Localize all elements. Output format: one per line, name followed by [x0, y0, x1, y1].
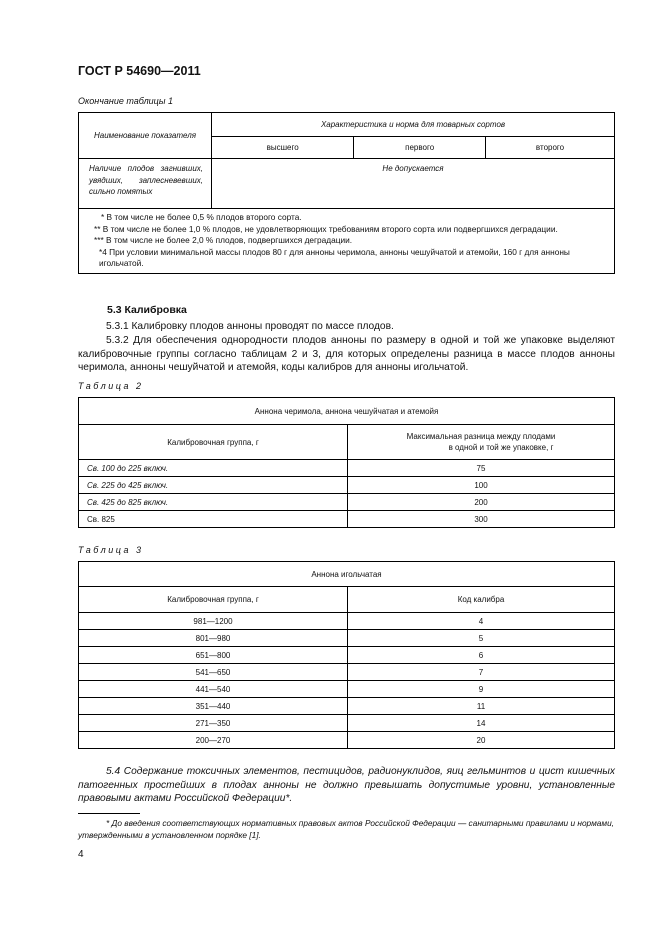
table2-row-value: 200 [348, 494, 615, 511]
table1 [78, 112, 615, 274]
table2 [78, 397, 615, 528]
footnote: * До введения соответствующих нормативных правовых актов Российской Федерации — санитарными правилами и нормами, утвержденными в установленном порядке [1]. [78, 818, 614, 840]
table3-row-group: 441—540 [79, 681, 348, 698]
table2-row-value: 100 [348, 477, 615, 494]
table3-row-code: 6 [348, 647, 615, 664]
table3-title: Аннона игольчатая [79, 562, 615, 587]
table3-row-group: 351—440 [79, 698, 348, 715]
table1-row-label: Наличие плодов загнивших, увядших, заплесневевших, сильно помятых [79, 159, 212, 209]
table3-row-code: 5 [348, 630, 615, 647]
page-number: 4 [78, 849, 84, 860]
section-p1: 5.3.1 Калибровку плодов анноны проводят по массе плодов. [106, 321, 394, 332]
table3-row-group: 651—800 [79, 647, 348, 664]
table3-row-group: 801—980 [79, 630, 348, 647]
table3-row-code: 11 [348, 698, 615, 715]
table1-grade-2: первого [354, 137, 486, 159]
table2-title: Аннона черимола, аннона чешуйчатая и атемойя [79, 398, 615, 425]
table3-row-code: 14 [348, 715, 615, 732]
table2-row-group: Св. 425 до 825 включ. [79, 494, 348, 511]
table2-row-group: Св. 100 до 225 включ. [79, 460, 348, 477]
table2-col2-line1: Максимальная разница между плодами [406, 431, 556, 441]
table3-row-code: 9 [348, 681, 615, 698]
table3-row-code: 4 [348, 613, 615, 630]
table2-row-group: Св. 825 [79, 511, 348, 528]
table3-row-group: 981—1200 [79, 613, 348, 630]
table1-row-value: Не допускается [212, 159, 615, 209]
table2-caption: Таблица 2 [78, 381, 144, 391]
table3-row-group: 200—270 [79, 732, 348, 749]
table1-note-4: *4 При условии минимальной массы плодов 80 г для анноны черимола, анноны чешуйчатой и атемойи, 160 г для анноны игольчатой. [99, 246, 570, 268]
table3-col1: Калибровочная группа, г [79, 587, 348, 613]
table2-col2 [348, 425, 615, 460]
table3-row-code: 20 [348, 732, 615, 749]
table2-row-group: Св. 225 до 425 включ. [79, 477, 348, 494]
table1-caption: Окончание таблицы 1 [78, 96, 173, 106]
table1-notes [79, 209, 615, 274]
footnote-divider [78, 813, 140, 814]
section-heading: 5.3 Калибровка [107, 304, 187, 316]
table2-row-value: 300 [348, 511, 615, 528]
table3-row-group: 541—650 [79, 664, 348, 681]
table3-caption: Таблица 3 [78, 545, 144, 555]
table1-col-name: Наименование показателя [79, 113, 212, 159]
table1-grade-3: второго [486, 137, 615, 159]
section-p2: 5.3.2 Для обеспечения однородности плодов анноны по размеру в одной и той же упаковке выделяют калибровочные группы согласно таблицам 2 и 3, для которых определены разница в массе плодов анноны черимола, анноны чешуйчатой и атемойя, коды калибров для анноны игольчатой. [78, 335, 615, 374]
table3 [78, 561, 615, 749]
table1-note-2: ** В том числе не более 1,0 % плодов, не удовлетворяющих требованиям второго сорта или подвергшихся деградации. [94, 223, 558, 234]
table2-col1: Калибровочная группа, г [79, 425, 348, 460]
table1-grade-1: высшего [212, 137, 354, 159]
table1-note-3: *** В том числе не более 2,0 % плодов, подвергшихся деградации. [94, 235, 353, 245]
table3-row-code: 7 [348, 664, 615, 681]
table3-col2: Код калибра [348, 587, 615, 613]
table2-col2-line2: в одной и той же упаковке, г [448, 443, 554, 452]
section-p54: 5.4 Содержание токсичных элементов, пестицидов, радионуклидов, яиц гельминтов и цист кишечных патогенных простейших в плодах анноны не должно превышать допустимые уровни, установленные правовыми актами Российской Федерации*. [78, 766, 615, 805]
table2-row-value: 75 [348, 460, 615, 477]
table3-row-group: 271—350 [79, 715, 348, 732]
document-header: ГОСТ Р 54690—2011 [78, 64, 201, 78]
table1-note-1: * В том числе не более 0,5 % плодов второго сорта. [101, 212, 302, 222]
table1-col-group: Характеристика и норма для товарных сортов [212, 113, 615, 137]
